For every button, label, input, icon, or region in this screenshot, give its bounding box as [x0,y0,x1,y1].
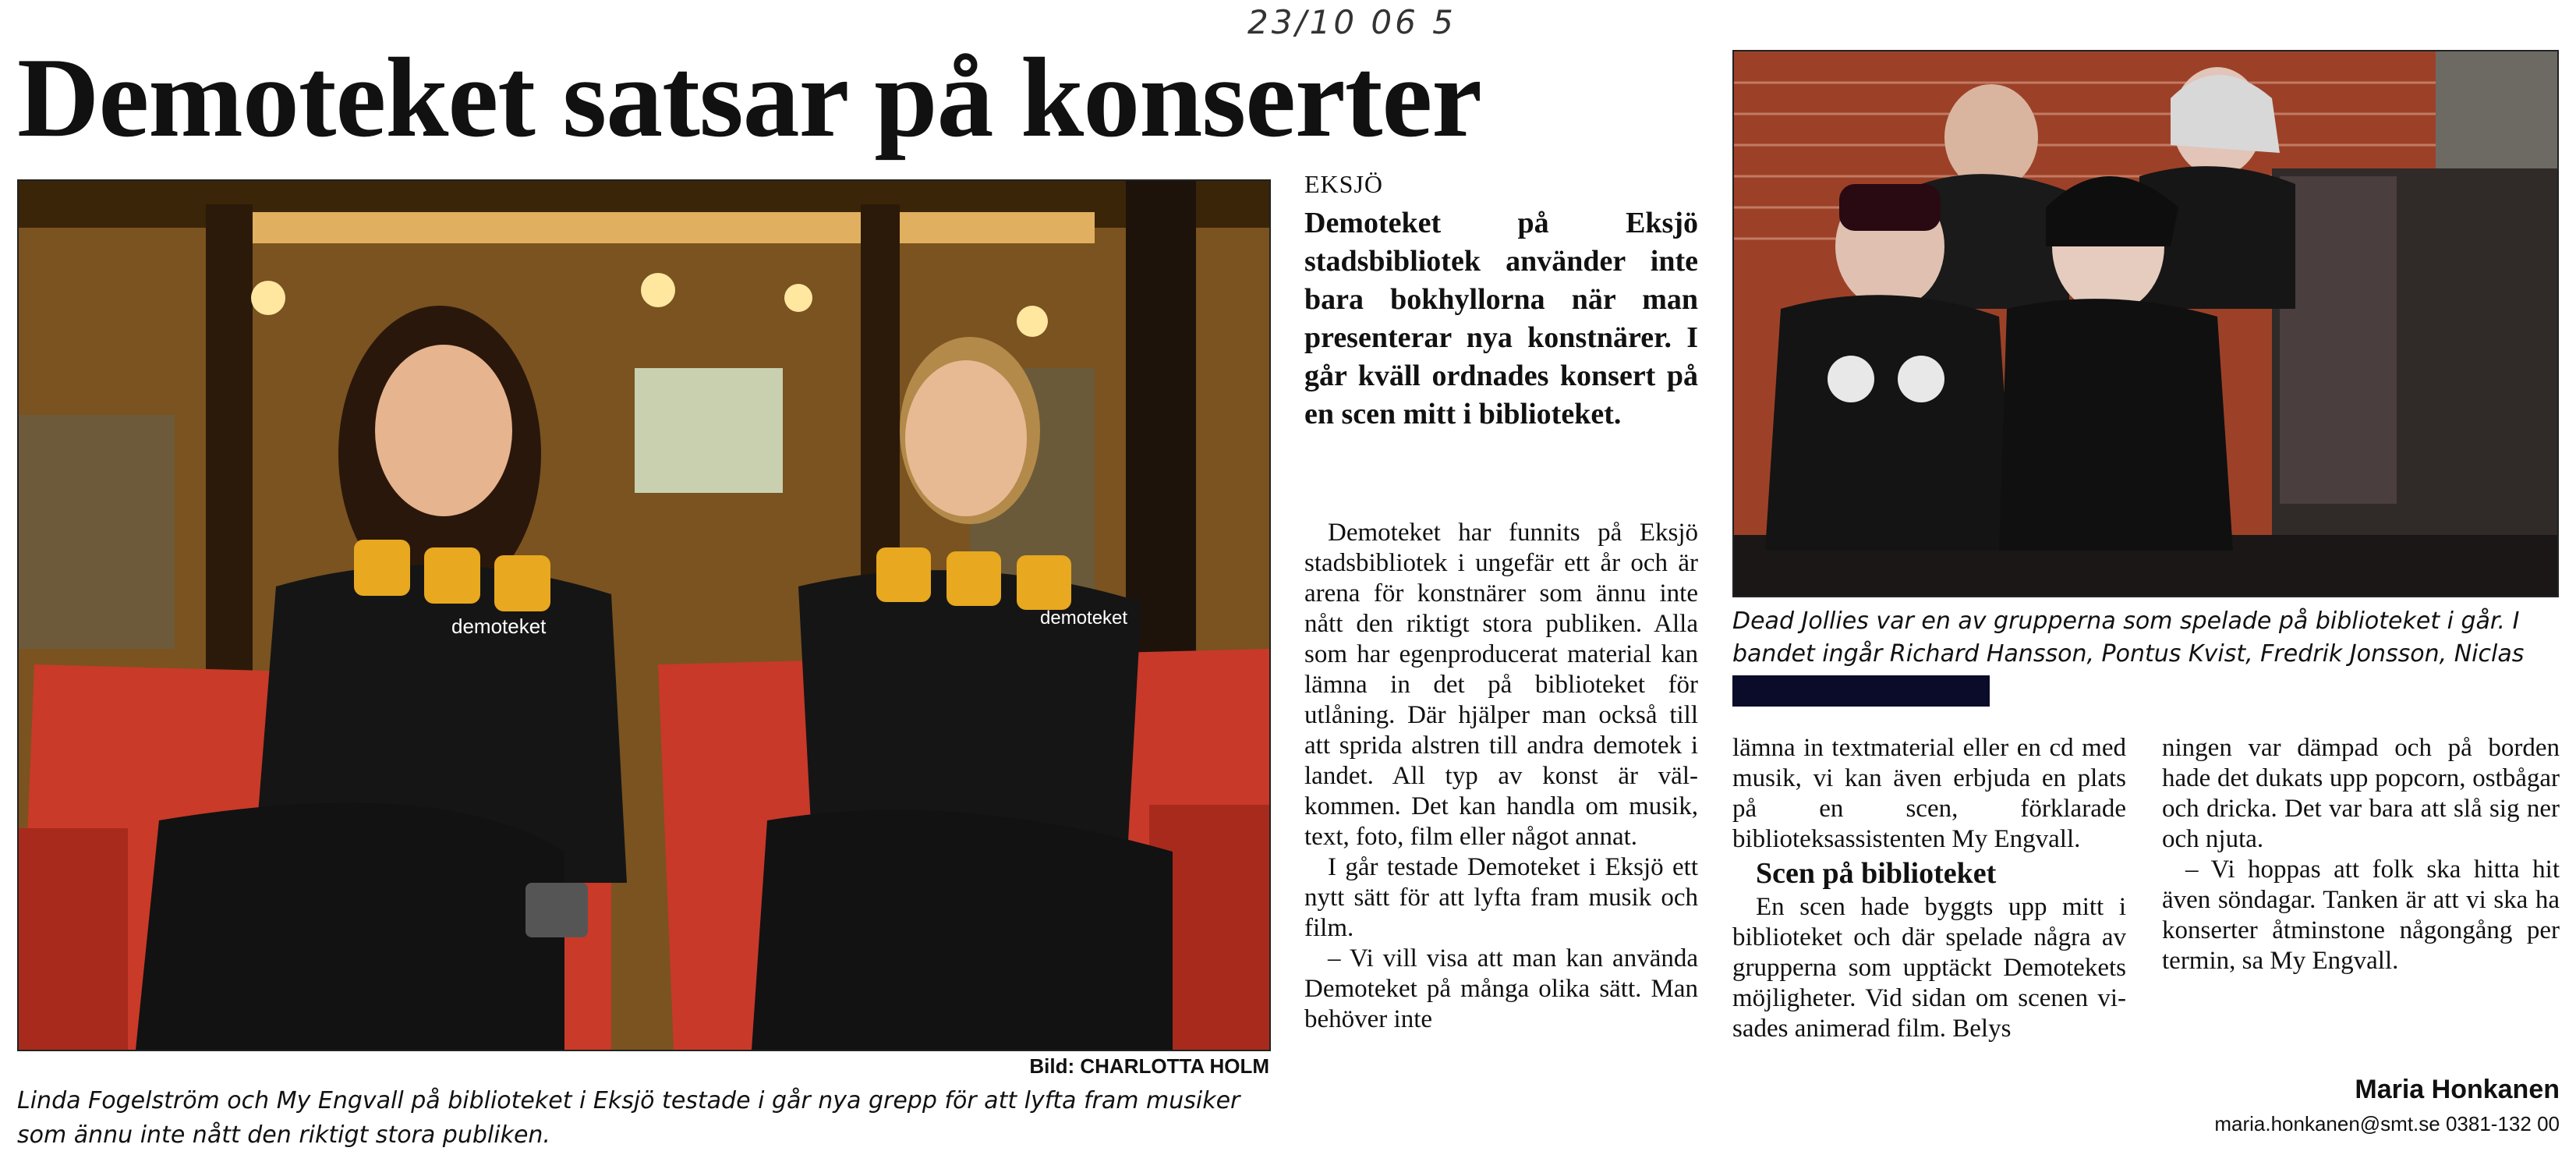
redaction-bar [1732,675,1990,707]
body-paragraph: – Vi hoppas att folk ska hitta hit även söndagar. Tanken är att vi ska ha konserter åtminstone någongång per termin, sa My Engvall. [2162,855,2560,975]
author-contact: maria.honkanen@smt.se 0381-132 00 [2214,1112,2560,1135]
body-paragraph: ningen var dämpad och på borden hade det dukats upp popcorn, ostbågar och dricka. Det var bara att slå sig ner och njuta. [2162,734,2560,853]
body-paragraph: I går testade Demoteket i Eksjö ett nytt sätt för att lyfta fram musik och film. [1304,853,1698,942]
body-column-right-1 [1732,733,2126,1162]
section-subhead: Scen på biblioteket [1756,857,1997,890]
shirt-logo-text-1: demoteket [451,615,547,638]
article-headline: Demoteket satsar på konserter [17,34,1482,161]
article-lead: Demoteket på Eksjö stadsbibliotek använder inte bara bokhyllorna när man presenterar nya konstnärer. I går kväll ordnades konsert på en scen mitt i biblioteket. [1304,207,1698,430]
shirt-logo-text-2: demoteket [1040,608,1128,629]
body-column-middle [1304,518,1698,1157]
body-paragraph: En scen hade byggts upp mitt i biblioteket och där spelade några av grupperna som upptäckt Demotekets möjligheter. Vid sidan om scenen visades animerad film. Belys [1732,893,2126,1043]
photo-band [1732,50,2559,597]
handwritten-date-note: 23/10 06 5 [1247,3,1456,41]
photo-caption-right: Dead Jollies var en av grupperna som spelade på biblioteket i går. I bandet ingår Richard Hansson, Pontus Kvist, Fredrik Jonsson, Niclas [1732,608,2525,668]
body-column-right-2 [2162,733,2560,1068]
body-paragraph: Demoteket har funnits på Eksjö stadsbibliotek i ungefär ett år och är arena för konstnärer som ännu inte nått den riktigt stora publiken. Alla som har egenproducerat material kan lämna in det på biblioteket för utlåning. Där hjälper man också till att sprida alstren till andra demotek i landet. All typ av konst är välkommen. Det kan handla om musik, text, foto, film eller något annat. [1304,519,1698,851]
dateline: EKSJÖ [1304,170,1384,198]
photo-library-staff [17,179,1271,1051]
body-paragraph: – Vi vill visa att man kan använda Demoteket på många olika sätt. Man behöver inte [1304,944,1698,1033]
author-byline: Maria Honkanen [2355,1075,2560,1104]
photo-caption-left: Linda Fogelström och My Engvall på biblioteket i Eksjö testade i går nya grepp för att lyfta fram musiker som ännu inte nått den riktigt stora publiken. [17,1087,1240,1149]
photo-credit: Bild: CHARLOTTA HOLM [1029,1054,1269,1078]
body-paragraph: lämna in textmaterial eller en cd med musik, vi kan även erbjuda en plats på en scen, förklarade biblioteksassistenten My Engvall. [1732,734,2126,853]
